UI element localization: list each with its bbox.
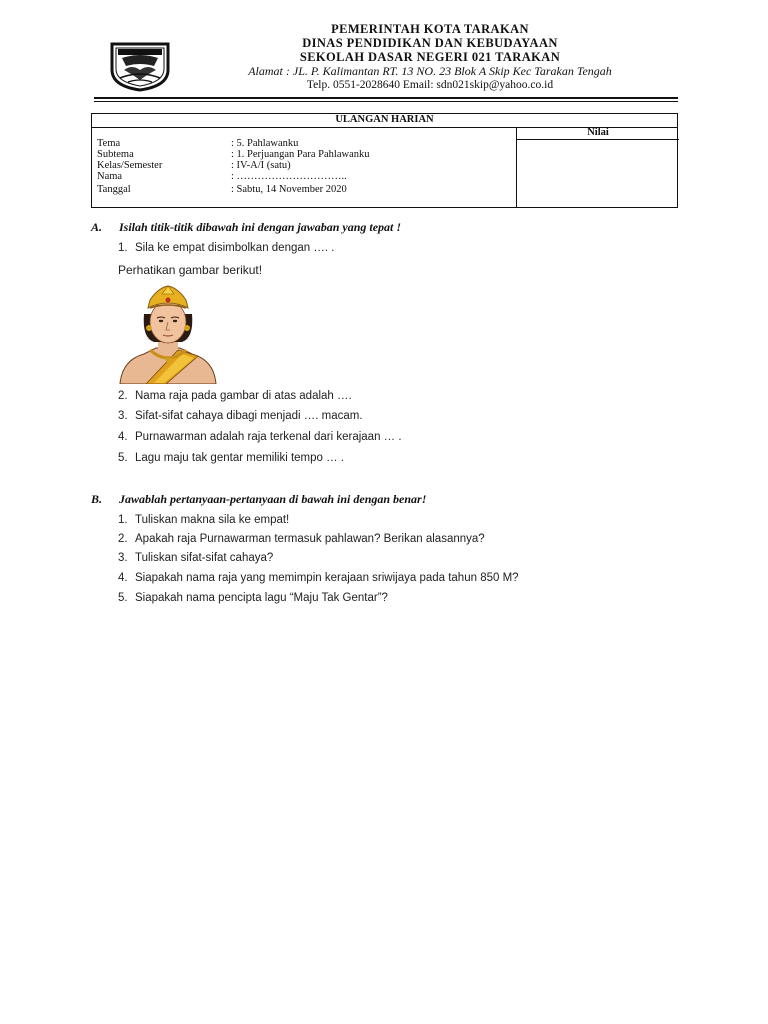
king-portrait-image xyxy=(118,284,218,384)
section-a-heading xyxy=(91,220,401,235)
info-value-tanggal: : Sabtu, 14 November 2020 xyxy=(231,184,347,195)
question-b-5 xyxy=(118,592,388,604)
header-school: SEKOLAH DASAR NEGERI 021 TARAKAN xyxy=(299,50,561,64)
question-number: 2. xyxy=(118,390,128,402)
section-b-heading xyxy=(91,492,426,507)
question-number: 4. xyxy=(118,572,128,584)
section-b-letter: B. xyxy=(91,492,103,506)
score-label: Nilai xyxy=(517,127,679,140)
header-divider-thin xyxy=(94,101,678,102)
section-a-instruction: Isilah titik-titik dibawah ini dengan jawaban yang tepat ! xyxy=(119,220,402,234)
info-value-kelas: : IV-A/I (satu) xyxy=(231,160,291,171)
question-number: 2. xyxy=(118,533,128,545)
header-contact: Telp. 0551-2028640 Email: sdn021skip@yahoo.co.id xyxy=(306,79,554,91)
question-number: 3. xyxy=(118,552,128,564)
header-address: Alamat : JL. P. Kalimantan RT. 13 NO. 23 Blok A Skip Kec Tarakan Tengah xyxy=(248,64,612,78)
question-a-3 xyxy=(118,410,363,422)
question-number: 1. xyxy=(118,514,128,526)
question-text: Lagu maju tak gentar memiliki tempo … . xyxy=(135,452,345,464)
header-government: PEMERINTAH KOTA TARAKAN xyxy=(331,22,529,36)
question-text: Tuliskan makna sila ke empat! xyxy=(135,514,290,526)
exam-info-table xyxy=(91,113,678,208)
question-number: 5. xyxy=(118,452,128,464)
question-number: 1. xyxy=(118,242,128,254)
score-box xyxy=(516,127,679,207)
question-text: Siapakah nama pencipta lagu “Maju Tak Gentar”? xyxy=(135,592,388,604)
question-b-3 xyxy=(118,552,273,564)
question-number: 4. xyxy=(118,431,128,443)
question-number: 5. xyxy=(118,592,128,604)
question-text: Tuliskan sifat-sifat cahaya? xyxy=(135,552,274,564)
header-divider-thick xyxy=(94,97,678,99)
question-text: Sila ke empat disimbolkan dengan …. . xyxy=(135,242,335,254)
info-label-kelas: Kelas/Semester xyxy=(97,160,163,171)
question-a-4 xyxy=(118,431,402,443)
question-number: 3. xyxy=(118,410,128,422)
header-department: DINAS PENDIDIKAN DAN KEBUDAYAAN xyxy=(302,36,558,50)
info-label-tanggal: Tanggal xyxy=(97,184,131,195)
question-a-5 xyxy=(118,452,344,464)
school-logo xyxy=(108,40,172,92)
question-text: Sifat-sifat cahaya dibagi menjadi …. macam. xyxy=(135,410,363,422)
question-b-2 xyxy=(118,533,485,545)
question-b-1 xyxy=(118,514,289,526)
info-value-nama: : ………………………….. xyxy=(231,171,347,182)
question-a-1 xyxy=(118,242,334,254)
exam-title: ULANGAN HARIAN xyxy=(92,114,677,128)
question-b-4 xyxy=(118,572,519,584)
question-a-2 xyxy=(118,390,352,402)
question-text: Nama raja pada gambar di atas adalah …. xyxy=(135,390,352,402)
info-label-subtema: Subtema xyxy=(97,149,134,160)
question-text: Siapakah nama raja yang memimpin kerajaan sriwijaya pada tahun 850 M? xyxy=(135,572,519,584)
info-label-nama: Nama xyxy=(97,171,123,182)
question-text: Purnawarman adalah raja terkenal dari kerajaan … . xyxy=(135,431,402,443)
section-a-letter: A. xyxy=(91,220,103,234)
picture-instruction: Perhatikan gambar berikut! xyxy=(118,263,263,277)
letterhead xyxy=(180,22,680,92)
info-label-tema: Tema xyxy=(97,138,121,149)
info-value-tema: : 5. Pahlawanku xyxy=(231,138,299,149)
section-b-instruction: Jawablah pertanyaan-pertanyaan di bawah ini dengan benar! xyxy=(119,492,427,506)
question-text: Apakah raja Purnawarman termasuk pahlawan? Berikan alasannya? xyxy=(135,533,485,545)
info-value-subtema: : 1. Perjuangan Para Pahlawanku xyxy=(231,149,370,160)
